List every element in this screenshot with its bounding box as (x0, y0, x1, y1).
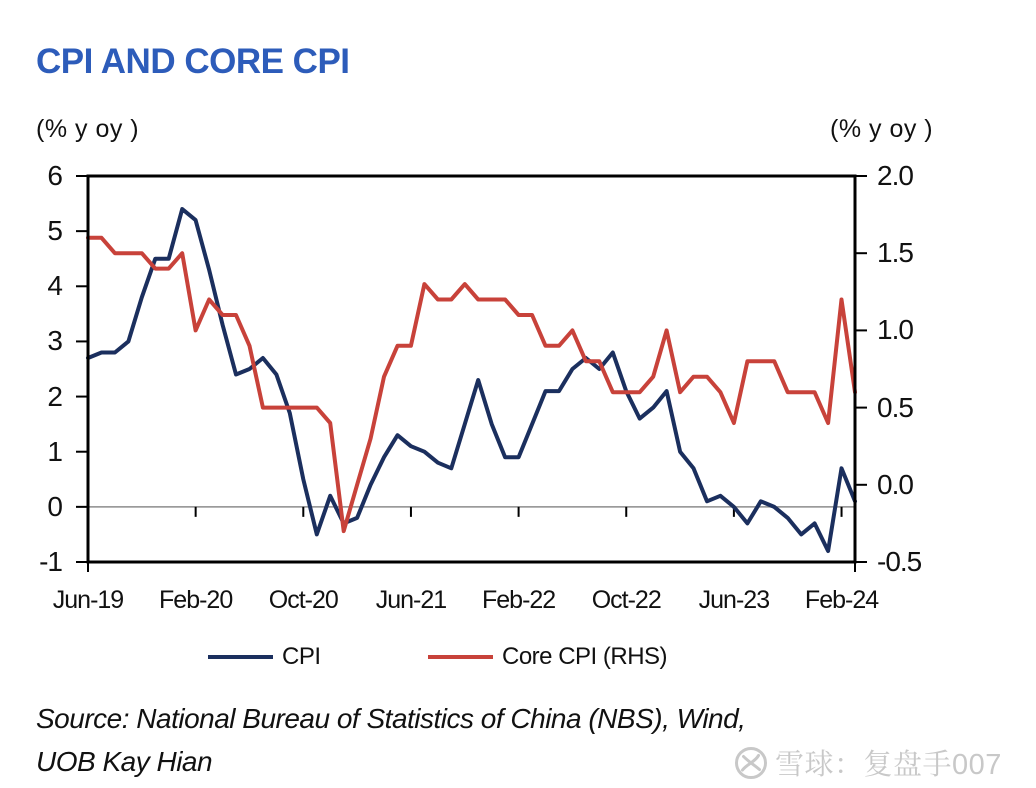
chart-title: CPI AND CORE CPI (36, 42, 350, 81)
x-axis-tick-label: Jun-19 (52, 586, 124, 614)
y-axis-left-tick-label: 5 (47, 215, 62, 247)
x-axis-tick-label: Jun-21 (375, 586, 447, 614)
x-axis-tick-label: Feb-20 (159, 586, 233, 614)
y-axis-left-tick-label: -1 (39, 546, 62, 577)
legend-item-core-cpi (428, 644, 667, 670)
y-axis-left-tick-label: 1 (47, 435, 62, 467)
watermark-text: 雪球：复盘手007 (775, 749, 1002, 781)
plot-frame (88, 176, 855, 562)
y-axis-right-tick-label: 2.0 (877, 160, 913, 191)
left-axis-unit-label: (% y oy ) (36, 115, 140, 143)
x-axis-tick-label: Jun-23 (698, 586, 770, 614)
xueqiu-snowball-icon (734, 746, 768, 780)
legend-item-cpi (208, 644, 321, 670)
x-axis-tick-label: Feb-24 (804, 586, 879, 614)
y-axis-right-tick-label: 1.5 (877, 237, 913, 269)
y-axis-left-tick-label: 6 (47, 160, 62, 191)
legend-label-cpi: CPI (282, 643, 321, 670)
y-axis-right-tick-label: -0.5 (877, 546, 922, 577)
x-axis-tick-label: Oct-22 (591, 586, 661, 614)
y-axis-left-tick-label: 4 (47, 270, 62, 302)
legend-label-core-cpi: Core CPI (RHS) (502, 643, 668, 670)
y-axis-left-tick-label: 2 (47, 380, 62, 412)
right-axis-unit-label: (% y oy ) (830, 115, 934, 143)
core-cpi-line-swatch (428, 655, 493, 659)
source-line-1: Source: National Bureau of Statistics of China (NBS), Wind, (36, 703, 746, 734)
x-axis-tick-label: Feb-22 (481, 586, 556, 614)
x-axis-tick-label: Oct-20 (268, 586, 338, 614)
source-line-2: UOB Kay Hian (36, 746, 213, 777)
watermark (734, 742, 1002, 783)
y-axis-right-tick-label: 0.5 (877, 391, 913, 423)
source-note (36, 697, 745, 783)
y-axis-right-tick-label: 0.0 (877, 468, 913, 500)
y-axis-left-tick-label: 3 (47, 325, 62, 357)
y-axis-left-tick-label: 0 (47, 490, 62, 522)
cpi-line (88, 209, 855, 551)
y-axis-right-tick-label: 1.0 (877, 314, 913, 346)
cpi-line-swatch (208, 655, 273, 659)
core-cpi-line (88, 238, 855, 531)
